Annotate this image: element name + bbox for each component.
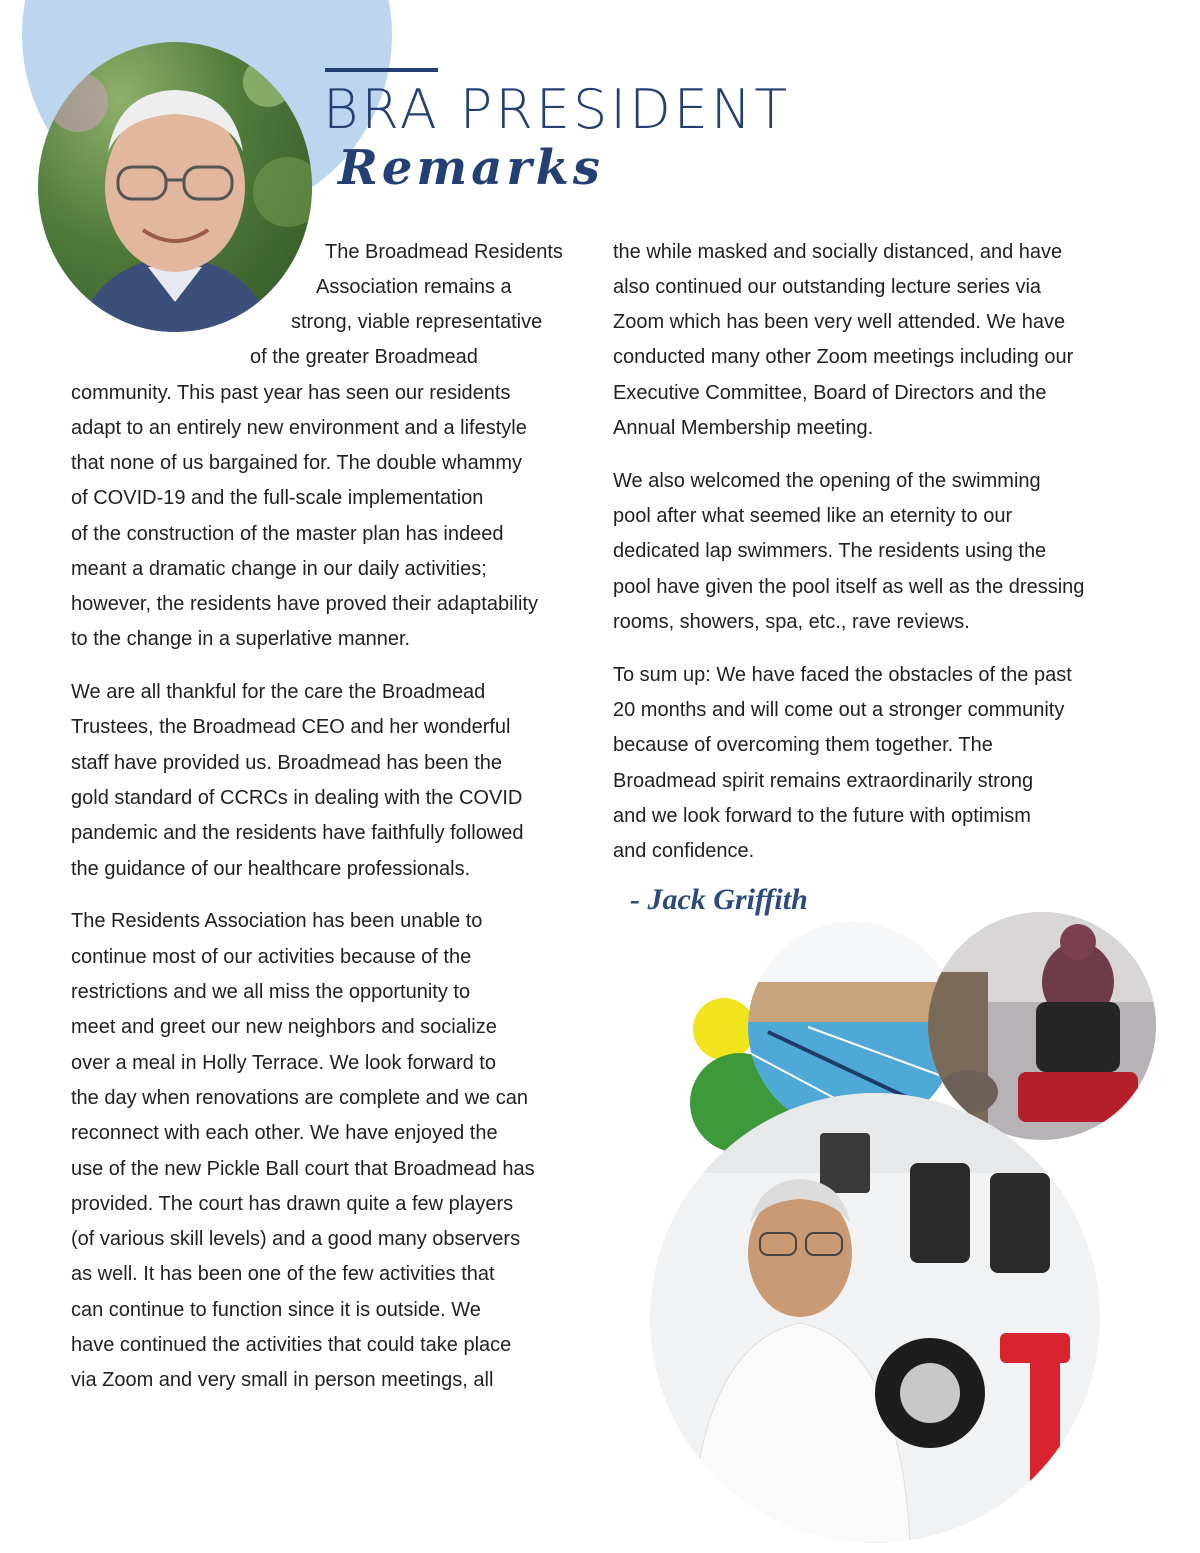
author-signature: - Jack Griffith xyxy=(630,883,808,916)
page-title: BRA PRESIDENT xyxy=(323,78,791,141)
col1-line: restrictions and we all miss the opportunity to xyxy=(71,981,471,1003)
col2-line: also continued our outstanding lecture series via xyxy=(613,276,1042,298)
col1-line: community. This past year has seen our residents xyxy=(71,382,511,404)
col1-line: gold standard of CCRCs in dealing with the COVID xyxy=(71,787,523,809)
col2-line: To sum up: We have faced the obstacles of the past xyxy=(613,664,1072,686)
col2-line: because of overcoming them together. The xyxy=(613,734,993,756)
scooter-photo xyxy=(928,912,1156,1140)
page-subtitle: Remarks xyxy=(338,140,604,196)
col2-line: We also welcomed the opening of the swimming xyxy=(613,470,1041,492)
col2-line: rooms, showers, spa, etc., rave reviews. xyxy=(613,611,970,633)
col1-line: We are all thankful for the care the Broadmead xyxy=(71,681,486,703)
col2-line: Executive Committee, Board of Directors and the xyxy=(613,382,1047,404)
col1-line: Trustees, the Broadmead CEO and her wonderful xyxy=(71,716,511,738)
col2-line: pool after what seemed like an eternity to our xyxy=(613,505,1013,527)
col2-line: Annual Membership meeting. xyxy=(613,417,874,439)
col2-line: the while masked and socially distanced, and have xyxy=(613,241,1063,263)
col1-line: staff have provided us. Broadmead has been the xyxy=(71,752,503,774)
col1-line: of COVID-19 and the full-scale implementation xyxy=(71,487,484,509)
col2-line: and we look forward to the future with optimism xyxy=(613,805,1031,827)
col2-line: 20 months and will come out a stronger community xyxy=(613,699,1065,721)
col1-line: have continued the activities that could take place xyxy=(71,1334,512,1356)
col2-line: conducted many other Zoom meetings including our xyxy=(613,346,1074,368)
col1-line: adapt to an entirely new environment and a lifestyle xyxy=(71,417,527,439)
col1-line: can continue to function since it is outside. We xyxy=(71,1299,481,1321)
col1-line: however, the residents have proved their adaptability xyxy=(71,593,538,615)
col1-line: The Residents Association has been unable to xyxy=(71,910,483,932)
col2-line: Broadmead spirit remains extraordinarily strong xyxy=(613,770,1034,792)
col1-line: strong, viable representative xyxy=(291,311,543,333)
col1-line: that none of us bargained for. The double whammy xyxy=(71,452,523,474)
col1-line: via Zoom and very small in person meetings, all xyxy=(71,1369,494,1391)
col1-line: meant a dramatic change in our daily activities; xyxy=(71,558,487,580)
col1-line: the guidance of our healthcare professionals. xyxy=(71,858,471,880)
exercise-photo xyxy=(650,1093,1100,1543)
col1-line: pandemic and the residents have faithfully followed xyxy=(71,822,524,844)
col1-line: over a meal in Holly Terrace. We look forward to xyxy=(71,1052,496,1074)
col1-line: (of various skill levels) and a good many observers xyxy=(71,1228,521,1250)
col1-line: of the construction of the master plan has indeed xyxy=(71,523,504,545)
yellow-dot xyxy=(693,998,755,1060)
title-rule xyxy=(325,68,438,72)
col1-line: as well. It has been one of the few activities that xyxy=(71,1263,495,1285)
col1-line: continue most of our activities because of the xyxy=(71,946,472,968)
col2-line: dedicated lap swimmers. The residents using the xyxy=(613,540,1047,562)
col2-line: pool have given the pool itself as well as the dressing xyxy=(613,576,1085,598)
col2-line: and confidence. xyxy=(613,840,755,862)
col1-line: the day when renovations are complete and we can xyxy=(71,1087,528,1109)
col2-line: Zoom which has been very well attended. We have xyxy=(613,311,1066,333)
col1-line: provided. The court has drawn quite a few players xyxy=(71,1193,514,1215)
col1-line: use of the new Pickle Ball court that Broadmead has xyxy=(71,1158,535,1180)
col1-line: reconnect with each other. We have enjoyed the xyxy=(71,1122,498,1144)
col1-line: The Broadmead Residents xyxy=(325,241,563,263)
col1-line: of the greater Broadmead xyxy=(250,346,478,368)
col1-line: Association remains a xyxy=(316,276,512,298)
president-portrait-photo xyxy=(38,42,312,332)
col1-line: meet and greet our new neighbors and socialize xyxy=(71,1016,497,1038)
col1-line: to the change in a superlative manner. xyxy=(71,628,411,650)
